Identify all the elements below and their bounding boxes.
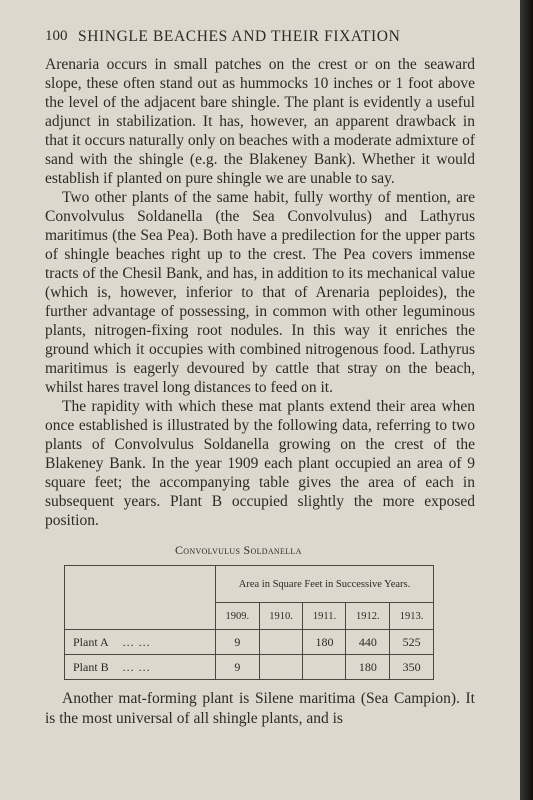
running-head: SHINGLE BEACHES AND THEIR FIXATION [78, 28, 401, 45]
table-cell [259, 630, 303, 655]
table-cell: 180 [303, 630, 346, 655]
body-text-bottom [45, 689, 475, 729]
table-cell: 9 [216, 655, 260, 680]
paragraph-silene: Another mat-forming plant is Silene maritima (Sea Campion). It is the most universal of all shingle plants, and is [45, 690, 475, 727]
book-binding-edge [520, 0, 533, 800]
paragraph-arenaria: Arenaria occurs in small patches on the crest or on the seaward slope, these often stand out as hummocks 10 inches or 1 foot above the level of the adjacent bare shingle. The plant is evidently a useful adjunct in stabilization. It has, however, an apparent drawback in that it occurs naturally only on beaches with a moderate admixture of sand with the shingle (e.g. the Blakeney Bank). Whether it would establish if planted on pure shingle we are unable to say. [45, 56, 475, 187]
table-cell [259, 655, 303, 680]
table-row [65, 630, 434, 655]
year-header: 1912. [346, 603, 390, 630]
table-cell: 9 [216, 630, 260, 655]
paragraph-mat-plants-data: The rapidity with which these mat plants extend their area when once established is illustrated by the following data, referring to two plants of Convolvulus Soldanella growing on the crest of the Blakeney Bank. In the year 1909 each plant occupied an area of 9 square feet; the accompanying table gives the area of each in subsequent years. Plant B occupied slightly the more exposed position. [45, 398, 475, 529]
table-title: Convolvulus Soldanella [175, 543, 302, 557]
year-header: 1911. [303, 603, 346, 630]
table-cell: 440 [346, 630, 390, 655]
row-label: Plant A [73, 634, 109, 649]
table-cell [303, 655, 346, 680]
table-cell: 525 [390, 630, 434, 655]
page-header [45, 28, 485, 48]
row-label-cell [65, 630, 216, 655]
year-header: 1913. [390, 603, 434, 630]
table-row [65, 655, 434, 680]
paragraph-convolvulus-lathyrus: Two other plants of the same habit, fully worthy of mention, are Convolvulus Soldanella (the Sea Convolvulus) and Lathyrus maritimus (the Sea Pea). Both have a predilection for the upper parts of shingle beaches right up to the crest. The Pea covers immense tracts of the Chesil Bank, and has, in addition to its mechanical value (which is, however, inferior to that of Arenaria peploides), the further advantage of possessing, in common with other leguminous plants, nitrogen-fixing root nodules. In this way it enriches the ground which it occupies with combined nitrogenous food. Lathyrus maritimus is eagerly devoured by cattle that stray on the beach, whilst hares travel long distances to feed on it. [45, 189, 475, 396]
table-cell: 180 [346, 655, 390, 680]
area-table [64, 565, 434, 680]
table-header-row [65, 566, 434, 603]
leader-dots: ... ... [122, 634, 151, 649]
table-span-header: Area in Square Feet in Successive Years. [216, 566, 434, 603]
body-text [45, 55, 475, 530]
row-label: Plant B [73, 659, 109, 674]
year-header: 1909. [216, 603, 260, 630]
year-header: 1910. [259, 603, 303, 630]
table-cell: 350 [390, 655, 434, 680]
leader-dots: ... ... [122, 659, 151, 674]
table-corner-cell [65, 566, 216, 630]
page-number: 100 [45, 28, 68, 44]
row-label-cell [65, 655, 216, 680]
